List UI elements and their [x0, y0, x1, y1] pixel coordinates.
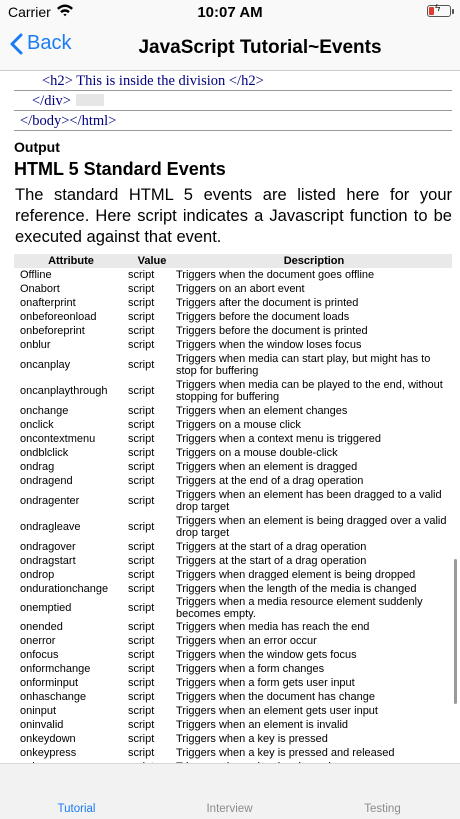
attribute-cell: ondragstart [20, 555, 76, 567]
description-cell: Triggers when media has reach the end [176, 621, 370, 633]
description-cell: Triggers when an element has been dragged to a valid drop target [176, 489, 442, 513]
value-cell: script [128, 555, 155, 567]
page-title: JavaScript Tutorial~Events [138, 37, 382, 58]
value-cell: script [128, 691, 155, 703]
description-cell: Triggers before the document loads [176, 311, 350, 323]
description-cell: Triggers when an element is invalid [176, 719, 349, 731]
battery-cap [452, 9, 454, 14]
description-cell: Triggers when an element is dragged [176, 461, 358, 473]
table-row [14, 676, 452, 690]
description-cell: Triggers before the document is printed [176, 325, 368, 337]
status-bar [0, 0, 460, 24]
status-time: 10:07 AM [197, 4, 263, 21]
battery-fill [429, 7, 434, 15]
value-cell: script [128, 405, 155, 417]
description-cell: Triggers when media can be played to the end, without stopping for buffering [176, 379, 443, 403]
description-cell: Triggers when an element changes [176, 405, 348, 417]
table-row [14, 474, 452, 488]
table-row [14, 488, 452, 514]
description-cell: Triggers when a form gets user input [176, 677, 355, 689]
charging-bolt-icon: ϟ [435, 3, 441, 14]
tab-interview[interactable]: Interview [206, 803, 253, 815]
attribute-cell: onbeforeprint [20, 325, 85, 337]
value-cell: script [128, 325, 155, 337]
code-line-text: </body></html> [20, 113, 117, 129]
table-header-row [14, 254, 452, 268]
table-row [14, 634, 452, 648]
value-cell: script [128, 419, 155, 431]
code-highlight [76, 94, 104, 106]
carrier-label: Carrier [8, 4, 51, 20]
attribute-cell: oncanplay [20, 359, 71, 371]
table-row [14, 596, 452, 620]
value-cell: script [128, 311, 155, 323]
attribute-cell: onemptied [20, 602, 72, 614]
table-row [14, 432, 452, 446]
table-row [14, 746, 452, 760]
attribute-cell: onerror [20, 635, 56, 647]
attribute-cell: oninvalid [20, 719, 64, 731]
attribute-cell: onclick [20, 419, 54, 431]
attribute-cell: oncontextmenu [20, 433, 96, 445]
column-header: Description [176, 254, 452, 268]
description-cell: Triggers at the end of a drag operation [176, 475, 364, 487]
table-row [14, 554, 452, 568]
table-row [14, 282, 452, 296]
table-row [14, 268, 452, 282]
value-cell: script [128, 339, 155, 351]
description-cell: Triggers when a form changes [176, 663, 325, 675]
attribute-cell: onformchange [20, 663, 91, 675]
description-cell: Triggers at the start of a drag operation [176, 541, 367, 553]
description-cell: Triggers when the length of the media is changed [176, 583, 417, 595]
table-row [14, 352, 452, 378]
attribute-cell: onkeydown [20, 733, 76, 745]
description-cell: Triggers when dragged element is being dropped [176, 569, 416, 581]
tab-bar [0, 763, 460, 819]
code-line-text: <h2> This is inside the division </h2> [42, 73, 264, 89]
attribute-cell: onhaschange [20, 691, 87, 703]
table-row [14, 404, 452, 418]
value-cell: script [128, 635, 155, 647]
table-row [14, 514, 452, 540]
tutorial-content[interactable] [0, 71, 460, 763]
value-cell: script [128, 521, 155, 533]
value-cell: script [128, 649, 155, 661]
table-row [14, 540, 452, 554]
table-row [14, 338, 452, 352]
table-row [14, 690, 452, 704]
table-row [14, 460, 452, 474]
value-cell: script [128, 495, 155, 507]
attribute-cell: ondrop [20, 569, 55, 581]
column-header: Value [128, 254, 176, 268]
description-cell: Triggers when the document has change [176, 691, 375, 703]
description-cell: Triggers when media can start play, but might has to stop for buffering [176, 353, 431, 377]
attribute-cell: ondblclick [20, 447, 69, 459]
table-row [14, 718, 452, 732]
intro-paragraph: The standard HTML 5 events are listed here for your reference. Here script indicates a Javascript function to be executed against that event. [15, 186, 452, 246]
description-cell: Triggers when the window gets focus [176, 649, 357, 661]
value-cell: script [128, 677, 155, 689]
description-cell: Triggers at the start of a drag operation [176, 555, 367, 567]
value-cell: script [128, 447, 155, 459]
attribute-cell: oncanplaythrough [20, 385, 108, 397]
value-cell: script [128, 269, 155, 281]
table-row [14, 446, 452, 460]
table-row [14, 324, 452, 338]
value-cell: script [128, 569, 155, 581]
description-cell: Triggers on an abort event [176, 283, 305, 295]
description-cell: Triggers when the window loses focus [176, 339, 362, 351]
table-row [14, 620, 452, 634]
table-row [14, 310, 452, 324]
attribute-cell: onblur [20, 339, 51, 351]
attribute-cell: ondurationchange [20, 583, 109, 595]
value-cell: script [128, 297, 155, 309]
back-button[interactable] [10, 32, 71, 55]
attribute-cell: onfocus [20, 649, 59, 661]
attribute-cell: onended [20, 621, 63, 633]
table-row [14, 582, 452, 596]
description-cell: Triggers when an error occur [176, 635, 317, 647]
tab-tutorial[interactable]: Tutorial [57, 803, 96, 815]
attribute-cell: ondragenter [20, 495, 80, 507]
value-cell: script [128, 583, 155, 595]
attribute-cell: ondrag [20, 461, 55, 473]
value-cell: script [128, 475, 155, 487]
table-row [14, 418, 452, 432]
table-row [14, 568, 452, 582]
value-cell: script [128, 621, 155, 633]
attribute-cell: ondragend [20, 475, 73, 487]
attribute-cell: onkeypress [20, 747, 77, 759]
attribute-cell: onbeforeonload [20, 311, 97, 323]
section-title: HTML 5 Standard Events [14, 159, 226, 179]
battery-icon [427, 5, 451, 17]
events-table [14, 254, 452, 774]
description-cell: Triggers when a media resource element suddenly becomes empty. [176, 596, 423, 620]
attribute-cell: ondragover [20, 541, 76, 553]
value-cell: script [128, 747, 155, 759]
code-block [0, 71, 460, 131]
output-label: Output [14, 139, 60, 155]
vertical-scrollbar[interactable] [454, 559, 457, 704]
description-cell: Triggers when an element gets user input [176, 705, 378, 717]
description-cell: Triggers when a key is pressed and released [176, 747, 395, 759]
value-cell: script [128, 541, 155, 553]
value-cell: script [128, 705, 155, 717]
description-cell: Triggers on a mouse double-click [176, 447, 338, 459]
value-cell: script [128, 733, 155, 745]
attribute-cell: onforminput [20, 677, 79, 689]
description-cell: Triggers when a key is pressed [176, 733, 328, 745]
table-row [14, 732, 452, 746]
table-row [14, 648, 452, 662]
tab-testing[interactable]: Testing [364, 803, 401, 815]
back-label: Back [27, 32, 72, 54]
column-header: Attribute [14, 254, 128, 268]
table-row [14, 378, 452, 404]
description-cell: Triggers on a mouse click [176, 419, 301, 431]
value-cell: script [128, 359, 155, 371]
value-cell: script [128, 385, 155, 397]
code-line [14, 111, 452, 131]
chevron-left-icon [10, 33, 23, 55]
table-row [14, 296, 452, 310]
attribute-cell: Onabort [20, 283, 60, 295]
value-cell: script [128, 283, 155, 295]
value-cell: script [128, 602, 155, 614]
attribute-cell: ondragleave [20, 521, 81, 533]
code-line [14, 71, 452, 91]
code-line-text: </div> [32, 93, 71, 109]
value-cell: script [128, 433, 155, 445]
description-cell: Triggers after the document is printed [176, 297, 359, 309]
description-cell: Triggers when a context menu is triggered [176, 433, 382, 445]
value-cell: script [128, 461, 155, 473]
table-row [14, 662, 452, 676]
attribute-cell: Offline [20, 269, 52, 281]
value-cell: script [128, 719, 155, 731]
value-cell: script [128, 663, 155, 675]
code-line [14, 91, 452, 111]
attribute-cell: oninput [20, 705, 57, 717]
attribute-cell: onafterprint [20, 297, 76, 309]
description-cell: Triggers when an element is being dragged over a valid drop target [176, 515, 447, 539]
description-cell: Triggers when the document goes offline [176, 269, 375, 281]
table-row [14, 704, 452, 718]
navigation-bar [0, 24, 460, 71]
attribute-cell: onchange [20, 405, 69, 417]
